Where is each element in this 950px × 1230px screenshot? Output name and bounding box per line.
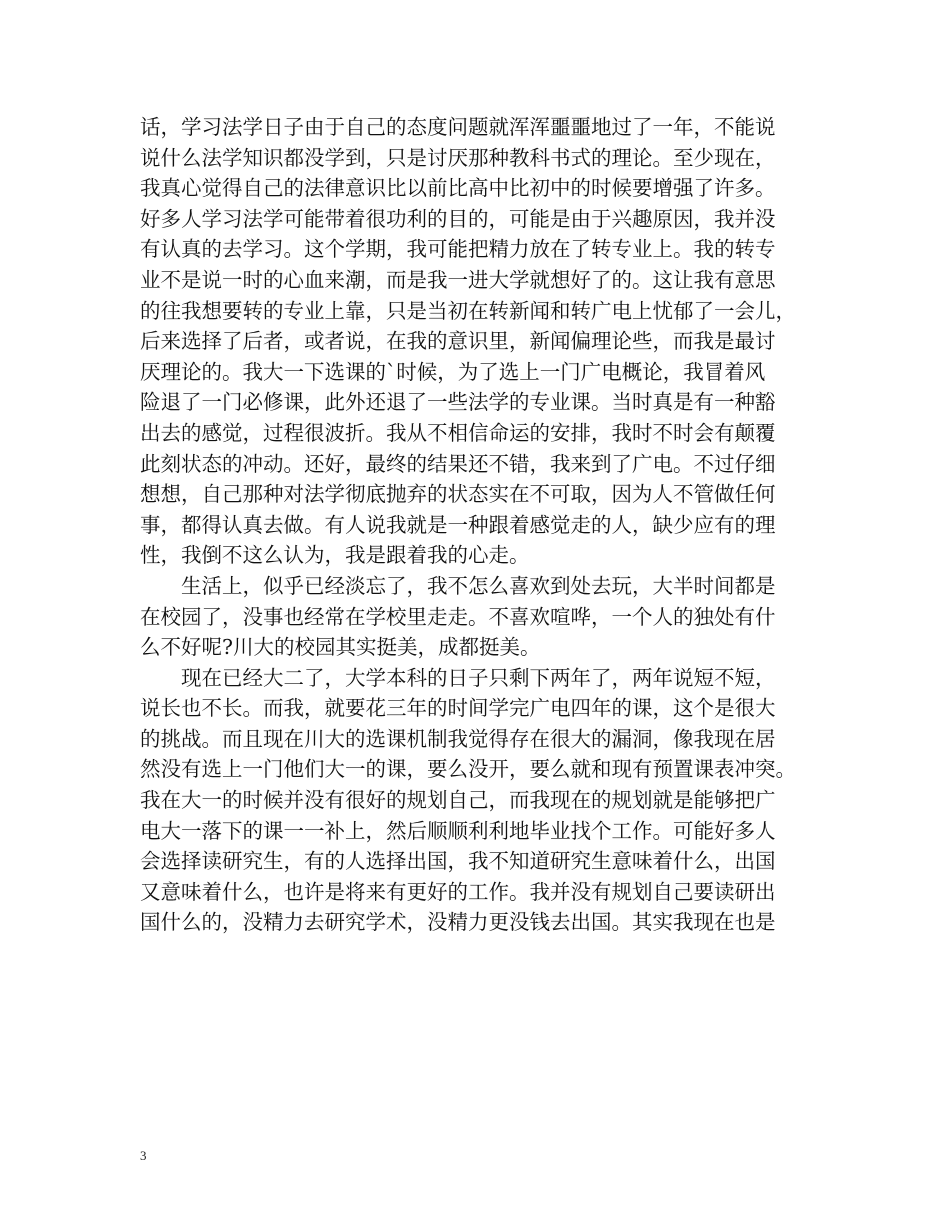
text-line: 么不好呢?川大的校园其实挺美，成都挺美。 — [140, 635, 541, 660]
text-line: 生活上，似乎已经淡忘了，我不怎么喜欢到处去玩，大半时间都是 — [140, 573, 776, 598]
text-line: 然没有选上一门他们大一的课，要么没开，要么就和现有预置课表冲突。 — [140, 757, 796, 782]
text-line: 我真心觉得自己的法律意识比以前比高中比初中的时候要增强了许多。 — [140, 176, 776, 201]
text-line: 事，都得认真去做。有人说我就是一种跟着感觉走的人，缺少应有的理 — [140, 512, 776, 537]
text-line: 说长也不长。而我，就要花三年的时间学完广电四年的课，这个是很大 — [140, 696, 776, 721]
text-line: 我在大一的时候并没有很好的规划自己，而我现在的规划就是能够把广 — [140, 788, 776, 813]
text-line: 又意味着什么，也许是将来有更好的工作。我并没有规划自己要读研出 — [140, 879, 776, 904]
text-line: 险退了一门必修课，此外还退了一些法学的专业课。当时真是有一种豁 — [140, 390, 776, 415]
text-line: 好多人学习法学可能带着很功利的目的，可能是由于兴趣原因，我并没 — [140, 206, 776, 231]
text-line: 此刻状态的冲动。还好，最终的结果还不错，我来到了广电。不过仔细 — [140, 451, 776, 476]
text-line: 说什么法学知识都没学到，只是讨厌那种教科书式的理论。至少现在， — [140, 145, 776, 170]
text-line: 在校园了，没事也经常在学校里走走。不喜欢喧哗，一个人的独处有什 — [140, 604, 776, 629]
text-line: 国什么的，没精力去研究学术，没精力更没钱去出国。其实我现在也是 — [140, 910, 776, 935]
text-line: 想想，自己那种对法学彻底抛弃的状态实在不可取，因为人不管做任何 — [140, 482, 776, 507]
text-line: 会选择读研究生，有的人选择出国，我不知道研究生意味着什么，出国 — [140, 849, 776, 874]
text-line: 现在已经大二了，大学本科的日子只剩下两年了，两年说短不短， — [140, 665, 776, 690]
text-line: 后来选择了后者，或者说，在我的意识里，新闻偏理论些，而我是最讨 — [140, 329, 776, 354]
text-line: 电大一落下的课一一补上，然后顺顺利利地毕业找个工作。可能好多人 — [140, 818, 776, 843]
text-line: 的往我想要转的专业上靠，只是当初在转新闻和转广电上忧郁了一会儿， — [140, 298, 796, 323]
body-text — [140, 112, 820, 938]
text-line: 的挑战。而且现在川大的选课机制我觉得存在很大的漏洞，像我现在居 — [140, 726, 776, 751]
text-line: 性，我倒不这么认为，我是跟着我的心走。 — [140, 543, 530, 568]
text-line: 有认真的去学习。这个学期，我可能把精力放在了转专业上。我的转专 — [140, 237, 776, 262]
page-number: 3 — [140, 1148, 147, 1163]
text-line: 厌理论的。我大一下选课的`时候，为了选上一门广电概论，我冒着风 — [140, 359, 766, 384]
text-line: 业不是说一时的心血来潮，而是我一进大学就想好了的。这让我有意思 — [140, 267, 776, 292]
text-line: 出去的感觉，过程很波折。我从不相信命运的安排，我时不时会有颠覆 — [140, 420, 776, 445]
text-line: 话，学习法学日子由于自己的态度问题就浑浑噩噩地过了一年，不能说 — [140, 115, 776, 139]
